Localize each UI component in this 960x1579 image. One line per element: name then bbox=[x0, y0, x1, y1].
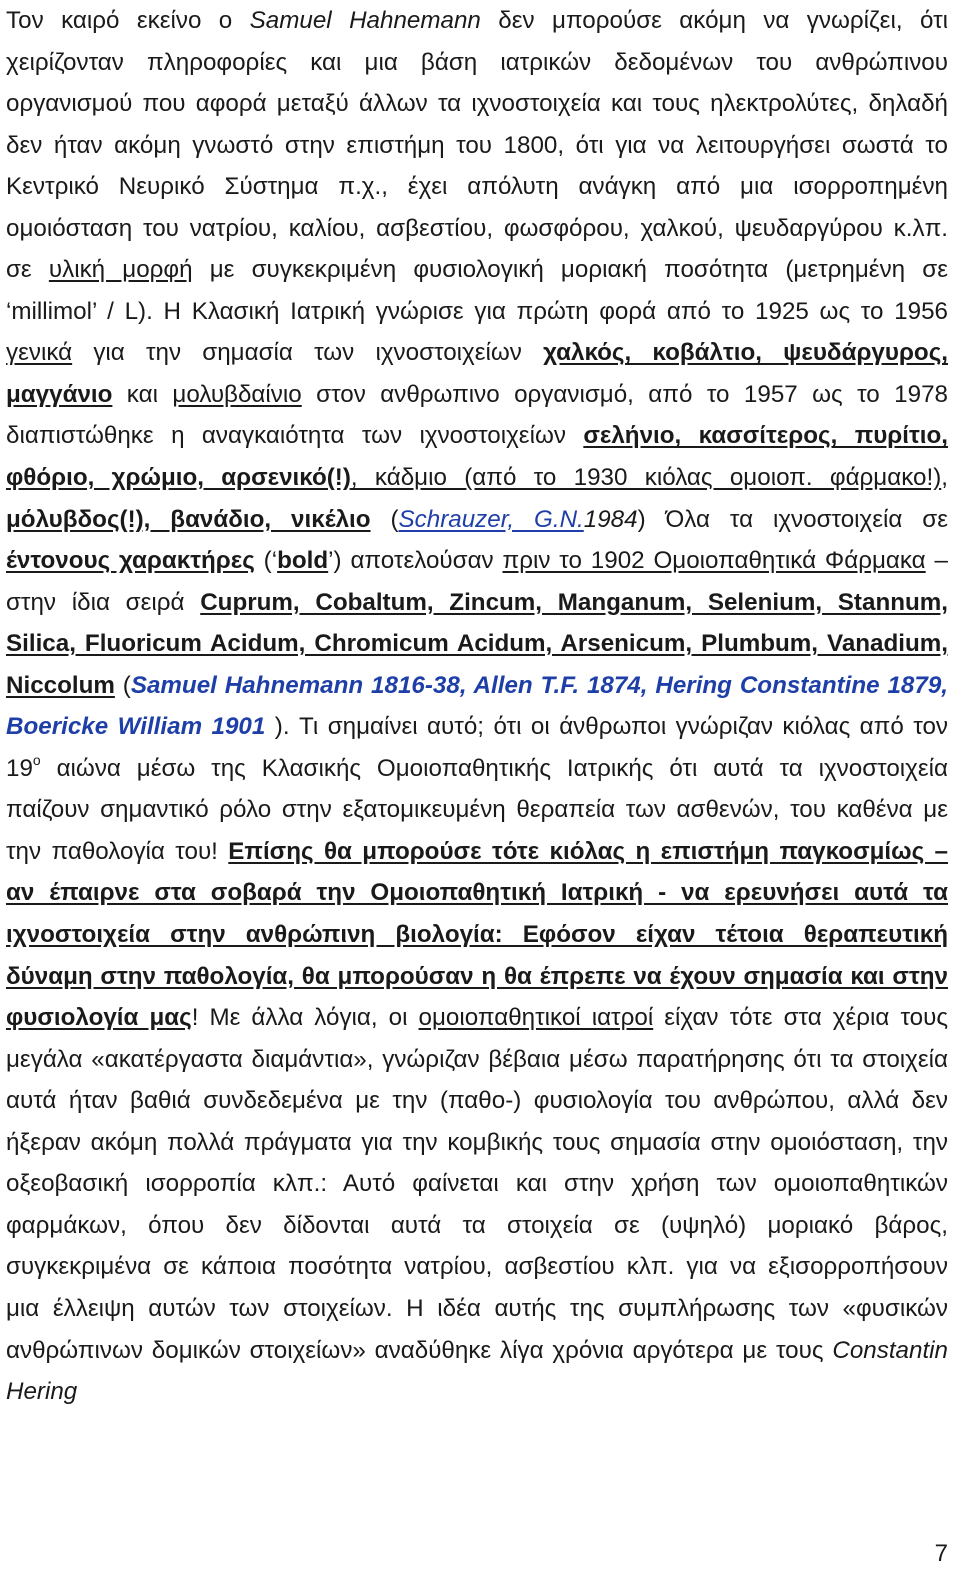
text-run: ’) αποτελούσαν bbox=[328, 547, 503, 575]
text-run: Cuprum, Cobaltum, Zincum, Manganum, Selenium, Stannum, Silica, Fluoricum Acidum, Chromicum Acidum, Arsenicum, Plumbum, Vanadium, Niccolum bbox=[6, 588, 948, 699]
text-run: στον ανθρωπινο οργανισμό, από το 1957 ως το 1978 διαπιστώθηκε η αναγκαιότητα των ιχνοστοιχείων bbox=[6, 380, 948, 450]
text-run: Samuel Hahnemann bbox=[249, 7, 481, 34]
text-run: δεν μπορούσε ακόμη να γνωρίζει, ότι χειρίζονταν πληροφορίες και μια βάση ιατρικών δεδομένων του ανθρώπινου οργανισμού που αφορά μεταξύ άλλων τα ιχνοστοιχεία και τους ηλεκτρολύτες, δηλαδή δεν ήταν ακόμη γνωστό στην επιστήμη του 1800, ότι για να λειτουργήσει σωστά το Κεντρικό Νευρικό Σύστημα π.χ., έχει απόλυτη ανάγκη από μια ισορροπημένη ομοιόσταση του νατρίου, καλίου, ασβεστίου, φωσφόρου, χαλκού, ψευδαργύρου κ.λπ. σε bbox=[6, 7, 948, 284]
text-run: 1984 bbox=[583, 505, 638, 533]
text-run: υλική μορφή bbox=[48, 256, 193, 284]
text-run: ομοιοπαθητικοί ιατροί bbox=[418, 1004, 654, 1032]
text-run: και bbox=[112, 380, 173, 408]
text-run: ο bbox=[32, 751, 41, 768]
text-run: χαλκός, κοβάλτιο, ψευδάργυρος, μαγγάνιο bbox=[6, 339, 949, 408]
text-run: ). Τι σημαίνει αυτό; ότι οι άνθρωποι γνώριζαν κιόλας από τον 19 bbox=[6, 713, 948, 782]
text-run: – στην ίδια σειρά bbox=[6, 547, 948, 616]
text-run: Constantin Hering bbox=[6, 1336, 948, 1406]
document-page bbox=[6, 0, 948, 1413]
body-paragraph bbox=[6, 0, 948, 1413]
text-run: αιώνα μέσω της Κλασικής Ομοιοπαθητικής Ιατρικής ότι αυτά τα ιχνοστοιχεία παίζουν σημαντικό ρόλο στην εξατομικευμένη θεραπεία των ασθενών, του καθένα με την παθολογία του! bbox=[6, 754, 948, 865]
text-run: μολυβδαίνιο bbox=[172, 380, 302, 408]
text-run: (‘ bbox=[254, 547, 278, 575]
text-run: Επίσης θα μπορούσε τότε κιόλας η επιστήμη παγκοσμίως – αν έπαιρνε στα σοβαρά την Ομοιοπαθητική Ιατρική - να ερευνήσει αυτά τα ιχνοστοιχεία στην ανθρώπινη βιολογία: Εφόσον είχαν τέτοια θεραπευτική δύναμη στην παθολογία, θα μπορούσαν η θα έπρεπε να έχουν σημασία και στην φυσιολογία μας bbox=[6, 837, 948, 1032]
text-run: σελήνιο, κασσίτερος, πυρίτιο, φθόριο, χρώμιο, αρσενικό(!) bbox=[6, 422, 948, 492]
text-run: έντονους χαρακτήρες bbox=[6, 547, 255, 575]
text-run: , κάδμιο (από το 1930 κιόλας ομοιοπ. φάρμακο!) bbox=[350, 464, 942, 492]
text-run: ! Με άλλα λόγια, οι bbox=[191, 1004, 419, 1032]
text-run: Samuel Hahnemann 1816-38, Allen T.F. 1874, Hering Constantine 1879, Boericke William 1901 bbox=[6, 671, 949, 741]
text-run: bold bbox=[277, 547, 329, 575]
text-run: ) Όλα τα ιχνοστοιχεία σε bbox=[637, 505, 948, 533]
text-run: , bbox=[941, 464, 948, 492]
text-run: με συγκεκριμένη φυσιολογική μοριακή ποσότητα (μετρημένη σε ‘millimol’ / L). Η Κλασική Ιατρική γνώρισε για πρώτη φορά από το 1925 ως το 1956 bbox=[6, 256, 948, 325]
text-run: πριν το 1902 Ομοιοπαθητικά Φάρμακα bbox=[502, 547, 926, 575]
text-run: για την σημασία των ιχνοστοιχείων bbox=[72, 339, 544, 367]
text-run: ( bbox=[370, 505, 399, 533]
text-run: Τον καιρό εκείνο ο bbox=[6, 7, 250, 34]
text-run: είχαν τότε στα χέρια τους μεγάλα «ακατέργαστα διαμάντια», γνώριζαν βέβαια μέσω παρατήρησης ότι τα στοιχεία αυτά ήταν βαθιά συνδεδεμένα με την (παθο-) φυσιολογία του ανθρώπου, αλλά δεν ήξεραν ακόμη πολλά πράγματα για την κομβικής τους σημασία στην ομοιόσταση, την οξεοβασική ισορροπία κλπ.: Αυτό φαίνεται και στην χρήση των ομοιοπαθητικών φαρμάκων, όπου δεν δίδονται αυτά τα στοιχεία σε (υψηλό) μοριακό βάρος, συγκεκριμένα σε κάποια ποσότητα νατρίου, ασβεστίου κλπ. για να εξισορροπήσουν μια έλλειψη αυτών των στοιχείων. Η ιδέα αυτής της συμπλήρωσης των «φυσικών ανθρώπινων δομικών στοιχείων» αναδύθηκε λίγα χρόνια αργότερα με τους bbox=[6, 1004, 948, 1364]
text-run: Schrauzer, G.N. bbox=[398, 505, 584, 533]
text-run: γενικά bbox=[6, 339, 73, 367]
text-run: μόλυβδος(!), βανάδιο, νικέλιο bbox=[6, 505, 371, 533]
page-number: 7 bbox=[934, 1540, 948, 1567]
text-run: ( bbox=[114, 671, 131, 699]
